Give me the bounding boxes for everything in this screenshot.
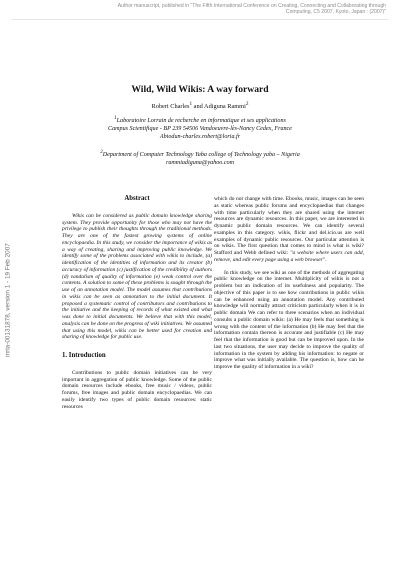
header-line-1: Author manuscript, published in "The Fifth International Conference on Creating, Connecting and Collaborating through	[117, 3, 386, 9]
affiliation-1-line-2: Campus Scientifique - BP 239 54506 Vandoeuvre-lès-Nancy Cedex, France	[108, 126, 292, 133]
affiliation-1	[60, 114, 340, 142]
author-line	[60, 101, 340, 110]
paper-title: Wild, Wild Wikis: A way forward	[131, 84, 269, 95]
header-divider	[12, 19, 388, 20]
author-2: Adiguna Rammi	[204, 103, 246, 111]
abstract-heading: Abstract	[124, 195, 150, 202]
side-identifier	[2, 180, 14, 420]
author-connector: and	[192, 103, 205, 111]
abstract-text: Wikis can be considered as public domain knowledge sharing system. They provide opportunity for those who may not have the privilege to publish their thoughts through the traditional methods. They are one of the fastest growing systems of online encyclopaedia. In this study, we consider the importance of wikis as a way of creating, sharing and improving public knowledge. We identify some of the problems associated with wikis to include, (a) identification of the identities of information and its creator (b) accuracy of information (c) justification of the credibility of authors (d) vandalism of quality of information (e) weak control over the contents. A solution to some of these problems is sought through the use of an annotation model. The model assumes that contributions in wikis can be seen as annotation to the initial document. It proposed a systematic control of contributors and contributions to the initiative and the keeping of records of what existed and what was done to initial documents. We believe that with this model, analysis can be done on the progress of wiki initiatives. We assumed that using this model, wikis can be better used for creation and sharing of knowledge for public use.	[62, 212, 213, 341]
introduction-heading: 1. Introduction	[62, 352, 106, 359]
author-1: Robert Charles	[151, 103, 190, 111]
affiliation-1-email: Abiodun-charles.robert@loria.fr	[159, 134, 241, 141]
header-line-2: Computing, C5 2007, Kyoto, Japan : (2007)"	[285, 9, 386, 16]
affiliation-2-sup: 2	[100, 149, 103, 155]
affiliation-1-sup: 1	[114, 115, 117, 121]
body-paragraph-1-end: .	[325, 256, 327, 263]
body-paragraph-2: In this study, we see wiki as one of the methods of aggregating public knowledge on the internet. Multiplicity of wikis is not a problem but an indication of its usefulness and popularity. The objective of this paper is to see how contributions in public wikis can be enhanced using an annotation model. Any contributed knowledge will normally attract criticism particularly when it is in public domain We can refer to three scenarios when an individual consults a public domain wikis: (a) He may feels that something is wrong with the content of the information (b) He may feel that the information contain thereon is accurate and justifiable (c) He may feel that the information is good but can be improved upon. In the last two situations, the user may decide to improve the quality of information in the system by adding his information: to negate or improve what was initially available. The question is, how can he improve the quality of information in a wiki?	[214, 269, 364, 370]
introduction-paragraph: Contributions to public domain initiatives can be very important in aggregation of public knowledge. Some of the public domain resources include ebooks, free music / videos, public forums, free images and public domain encyclopaedias. We can easily identify two types of public domain resources: static resources	[62, 369, 212, 410]
wiki-definition-quote: "a website where users can add, remove, and edit every page using a web browser"	[214, 250, 364, 263]
affiliation-2-line-1: Department of Computer Technology Yaba college of Technology yaba – Nigeria	[102, 152, 300, 159]
left-column	[62, 196, 212, 416]
manuscript-header	[26, 3, 386, 16]
author-1-sup: 1	[189, 101, 193, 107]
affiliation-2-email: rammiadiguna@yahoo.com	[165, 160, 235, 167]
body-paragraph-1-text: which do not change with time. Ebooks, music, images can be seen as static whereas public forums and encyclopaedias that changes with time particularly when they are shared using the internet resources are dynamic resources. In this paper, we are interested in dynamic public domain resources. We can identify several examples in this category. wikis, flickr and del.icio.us are well examples of dynamic public resources. Our particular attention is on wikis. The first question that comes to mind is what is wiki? Stafford and Webb defined wiki:	[214, 196, 364, 256]
affiliation-2	[60, 148, 340, 167]
right-column	[214, 196, 364, 377]
side-identifier-text: inria-00131878, version 1 - 19 Feb 2007	[4, 243, 12, 357]
affiliation-1-line-1: Laboratoire Lorrain de recherche en informatique et ses applications	[116, 118, 286, 125]
author-2-sup: 2	[245, 101, 249, 107]
body-paragraph-1	[214, 196, 364, 264]
